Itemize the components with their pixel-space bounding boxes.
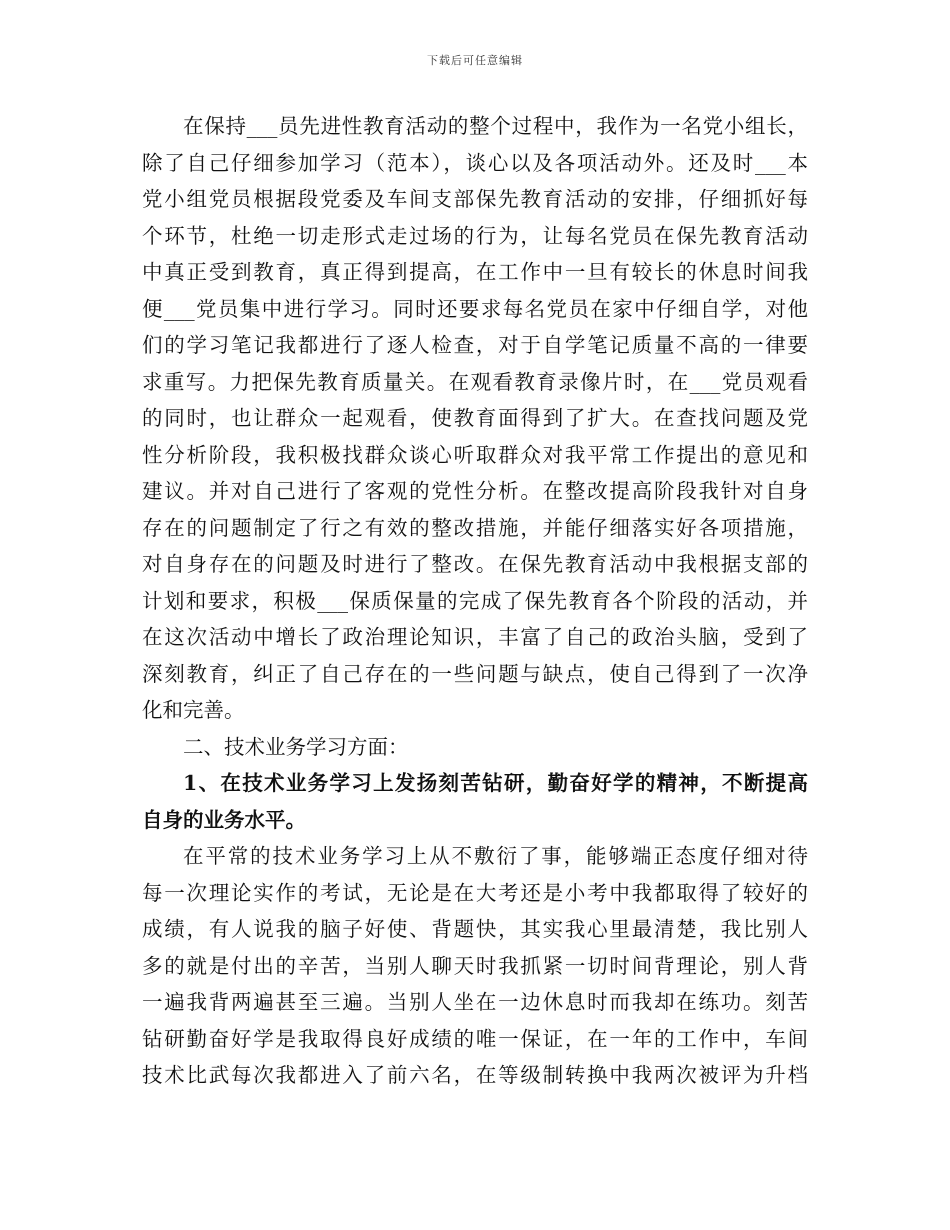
text-line: 存在的问题制定了行之有效的整改措施，并能仔细落实好各项措施，	[142, 515, 808, 540]
text-line: 便___党员集中进行学习。同时还要求每名党员在家中仔细自学，对他	[142, 296, 808, 321]
subheading-technical-study	[142, 765, 808, 838]
text-line: 钻研勤奋好学是我取得良好成绩的唯一保证，在一年的工作中，车间	[142, 1026, 808, 1051]
text-line: 计划和要求，积极___保质保量的完成了保先教育各个阶段的活动，并	[142, 588, 808, 613]
text-line: 们的学习笔记我都进行了逐人检查，对于自学笔记质量不高的一律要	[142, 333, 808, 357]
subheading-line: 自身的业务水平。	[142, 807, 306, 832]
text-line: 成绩，有人说我的脑子好使、背题快，其实我心里最清楚，我比别人	[142, 917, 808, 941]
text-line: 除了自己仔细参加学习（范本），谈心以及各项活动外。还及时___本	[142, 150, 808, 175]
text-line: 党小组党员根据段党委及车间支部保先教育活动的安排，仔细抓好每	[142, 187, 808, 211]
text-line: 每一次理论实作的考试，无论是在大考还是小考中我都取得了较好的	[142, 880, 808, 905]
text-line: 在保持___员先进性教育活动的整个过程中，我作为一名党小组长，	[183, 114, 808, 138]
text-line: 深刻教育，纠正了自己存在的一些问题与缺点，使自己得到了一次净	[142, 661, 808, 686]
subheading-line: 1、在技术业务学习上发扬刻苦钻研，勤奋好学的精神，不断提高	[183, 771, 808, 795]
text-line: 对自身存在的问题及时进行了整改。在保先教育活动中我根据支部的	[142, 552, 808, 576]
paragraph-party-education	[142, 108, 808, 729]
text-line: 一遍我背两遍甚至三遍。当别人坐在一边休息时而我却在练功。刻苦	[142, 990, 808, 1014]
text-line: 性分析阶段，我积极找群众谈心听取群众对我平常工作提出的意见和	[142, 442, 808, 467]
text-line: 的同时，也让群众一起观看，使教育面得到了扩大。在查找问题及党	[142, 406, 808, 430]
text-line: 建议。并对自己进行了客观的党性分析。在整改提高阶段我针对自身	[142, 479, 808, 503]
text-line: 化和完善。	[142, 698, 245, 722]
text-line: 个环节，杜绝一切走形式走过场的行为，让每名党员在保先教育活动	[142, 223, 808, 248]
paragraph-technical-study	[142, 838, 808, 1094]
page-header-note: 下载后可任意编辑	[427, 54, 523, 67]
text-line: 中真正受到教育，真正得到提高，在工作中一旦有较长的休息时间我	[142, 260, 808, 284]
text-line: 技术比武每次我都进入了前六名，在等级制转换中我两次被评为升档	[142, 1063, 808, 1087]
text-line: 求重写。力把保先教育质量关。在观看教育录像片时，在___党员观看	[142, 369, 808, 394]
section-heading: 二、技术业务学习方面：	[183, 734, 409, 759]
document-body	[142, 108, 808, 1094]
text-line: 在这次活动中增长了政治理论知识，丰富了自己的政治头脑，受到了	[142, 625, 808, 649]
text-line: 多的就是付出的辛苦，当别人聊天时我抓紧一切时间背理论，别人背	[142, 953, 808, 978]
text-line: 在平常的技术业务学习上从不敷衍了事，能够端正态度仔细对待	[183, 844, 808, 868]
